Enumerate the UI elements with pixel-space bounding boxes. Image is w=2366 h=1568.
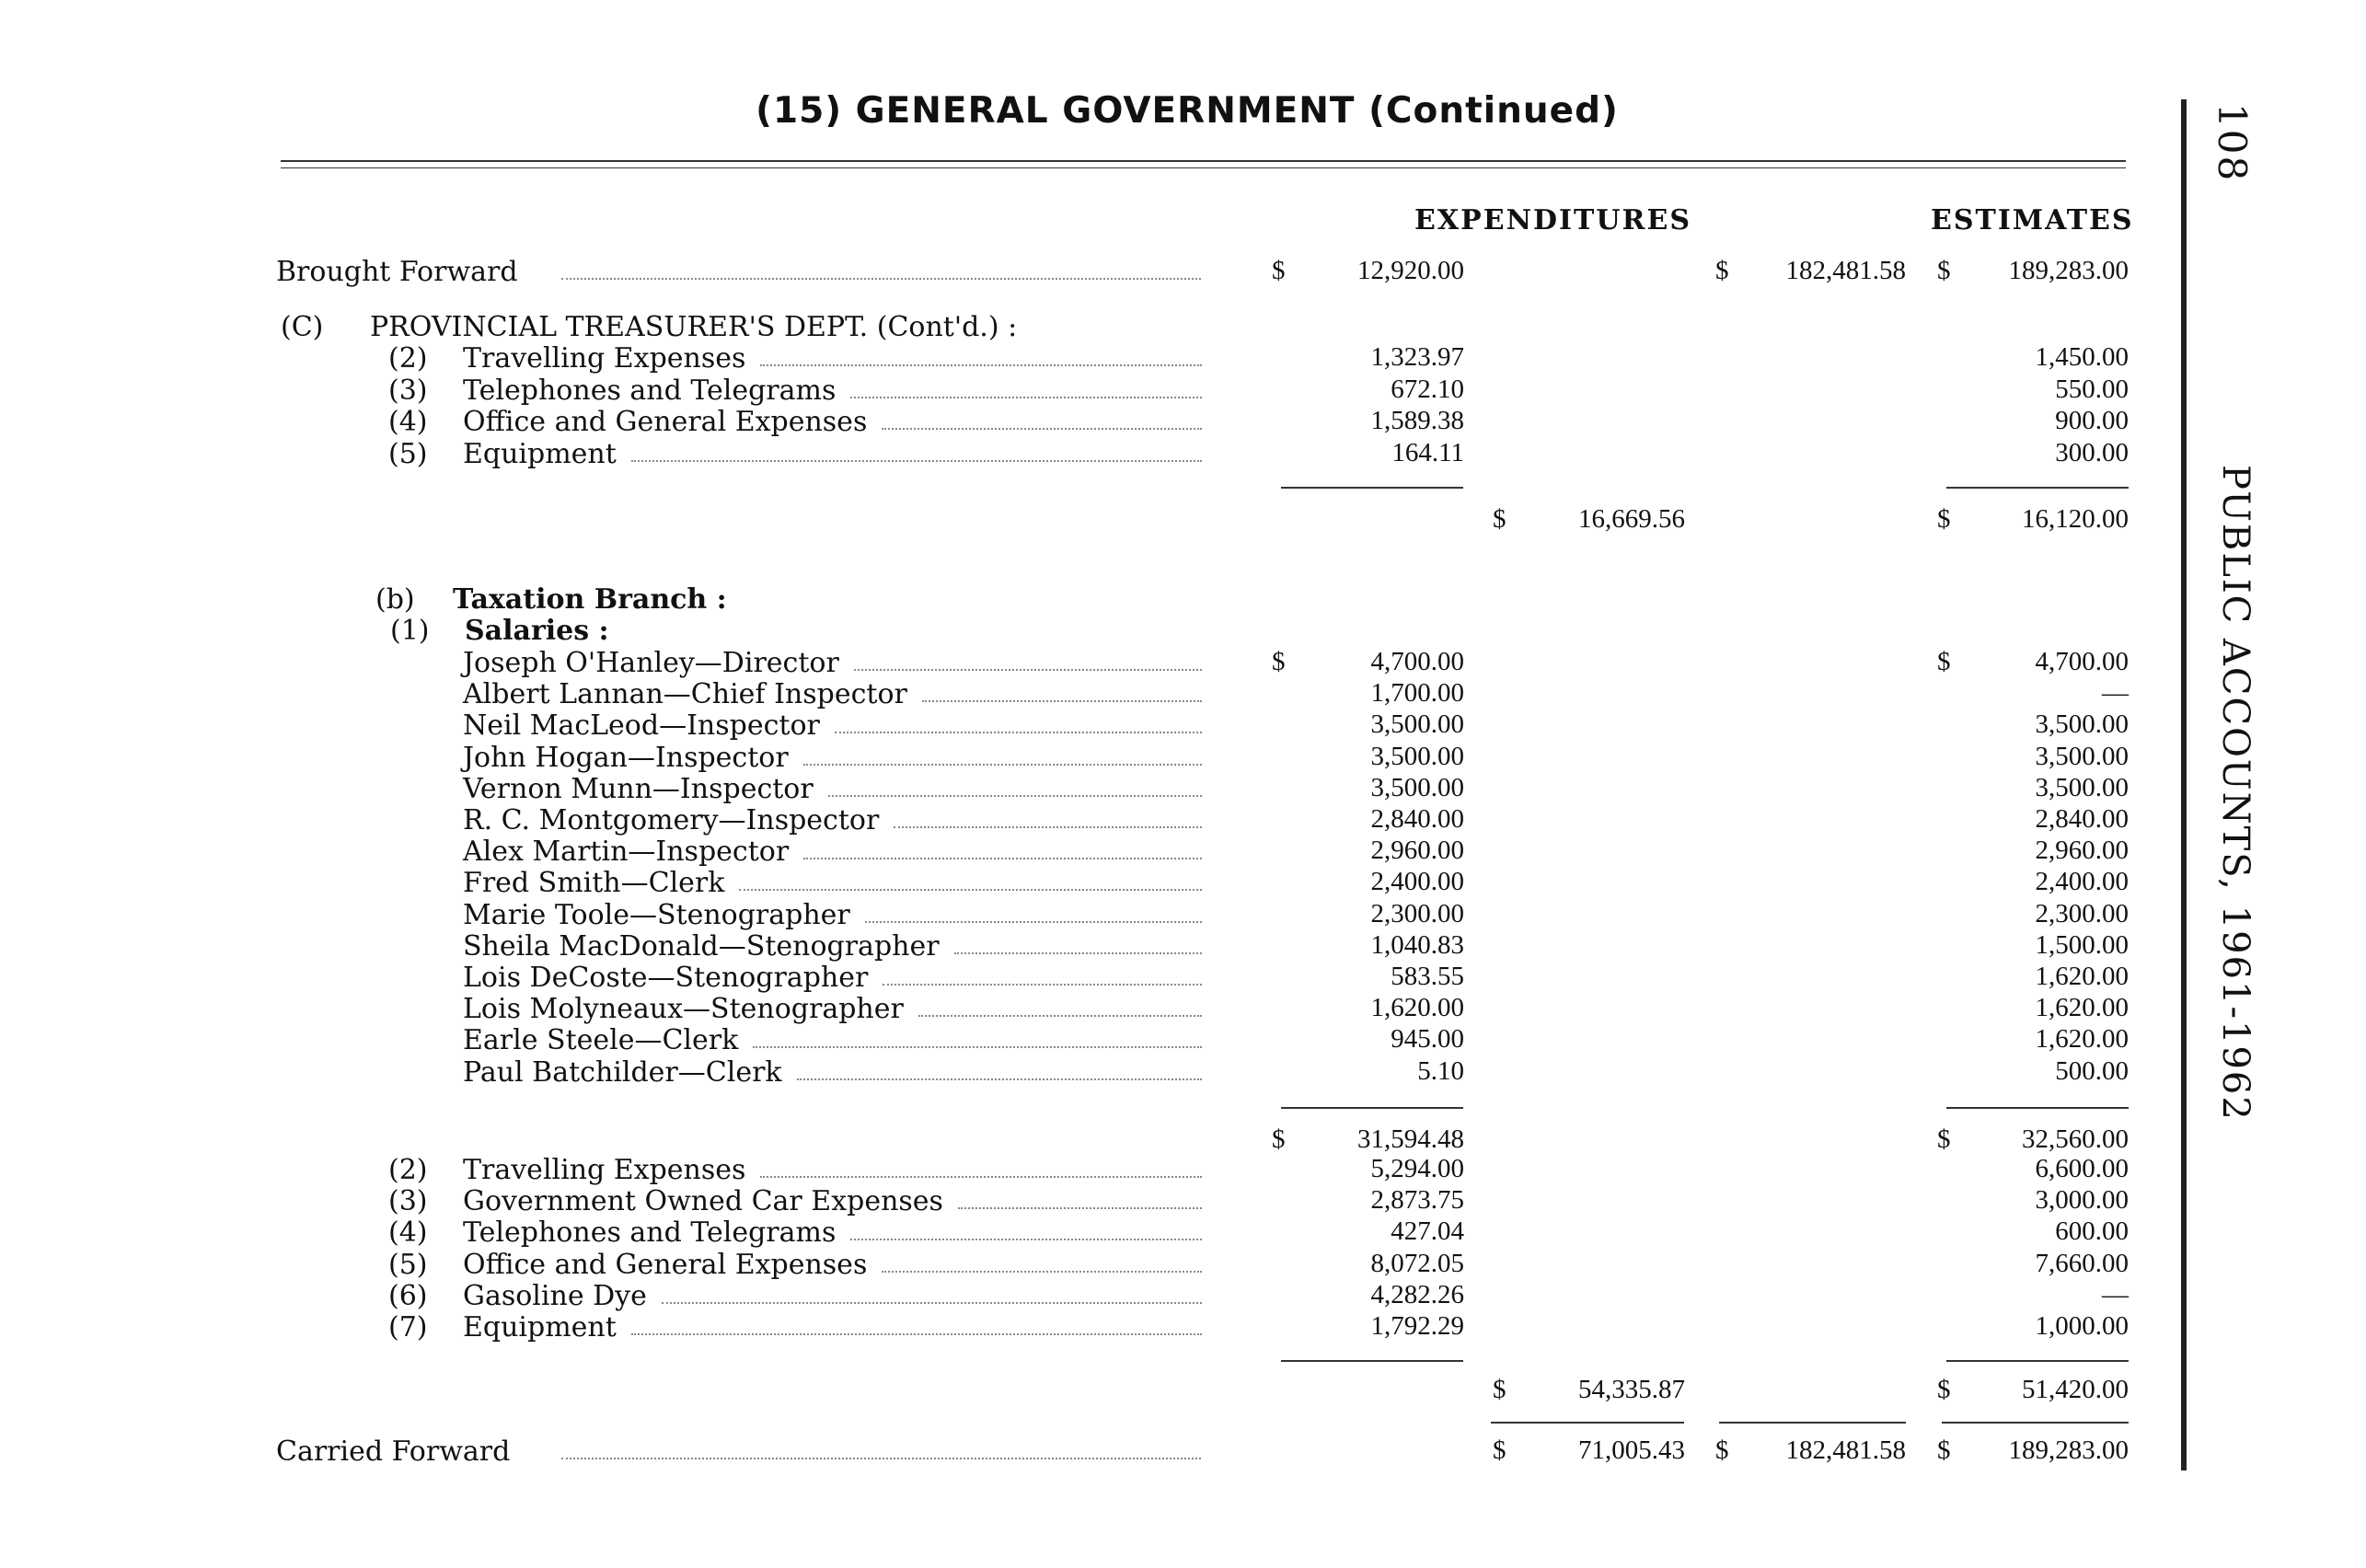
carried-forward-row (0, 1435, 2366, 1467)
total-rule (1719, 1422, 1906, 1424)
dollar-sign: $ (1937, 1375, 1951, 1404)
subtotal-rule (1946, 1360, 2129, 1362)
salary-row (0, 867, 2366, 898)
page-number: 108 (2210, 103, 2255, 183)
expenditure-value: 945.00 (1391, 1024, 1464, 1055)
estimates-header: ESTIMATES (1931, 204, 2134, 236)
expenditure-value: 2,960.00 (1370, 836, 1464, 866)
item-number: (3) (388, 1185, 428, 1218)
salary-row (0, 836, 2366, 867)
item-label: Neil MacLeod—Inspector (463, 709, 820, 743)
section-c-item (0, 438, 2366, 469)
item-number: (2) (388, 342, 428, 375)
expenditure-value: 3,500.00 (1370, 741, 1464, 771)
salary-row (0, 993, 2366, 1024)
brought-forward-label: Brought Forward (276, 256, 518, 288)
leader-dots (797, 1078, 1202, 1080)
salary-row (0, 742, 2366, 773)
section-c-title: PROVINCIAL TREASURER'S DEPT. (Cont'd.) : (370, 311, 1018, 343)
expenditure-value: 672.10 (1391, 374, 1464, 404)
expenditure-value: 5,294.00 (1370, 1154, 1464, 1183)
dollar-sign: $ (1937, 647, 1951, 676)
section-b-subtotal-exp: 54,335.87 (1578, 1375, 1685, 1404)
dollar-sign: $ (1715, 1435, 1729, 1465)
section-b-subtotal-est: 51,420.00 (2022, 1375, 2129, 1404)
estimate-value: 2,400.00 (2035, 867, 2129, 897)
leader-dots (854, 669, 1202, 671)
estimate-value: 2,960.00 (2035, 836, 2129, 866)
dollar-sign: $ (1272, 1124, 1286, 1154)
brought-forward-exp: 12,920.00 (1357, 256, 1464, 285)
salaries-total-exp: 31,594.48 (1357, 1124, 1464, 1154)
expenditure-value: 5.10 (1417, 1055, 1464, 1086)
salaries-num: (1) (390, 615, 430, 647)
estimate-value: 550.00 (2055, 374, 2129, 404)
leader-dots (561, 278, 1201, 280)
leader-dots (753, 1046, 1202, 1048)
item-label: Gasoline Dye (463, 1279, 647, 1312)
item-label: Fred Smith—Clerk (463, 867, 725, 900)
leader-dots (760, 364, 1202, 366)
estimate-value: 7,660.00 (2035, 1248, 2129, 1278)
estimate-value: 500.00 (2055, 1055, 2129, 1086)
estimate-value: 2,300.00 (2035, 898, 2129, 928)
leader-dots (631, 1333, 1202, 1335)
salary-row (0, 678, 2366, 709)
estimate-value: 1,500.00 (2035, 929, 2129, 960)
leader-dots (894, 826, 1202, 828)
estimate-value: 900.00 (2055, 406, 2129, 435)
item-label: Government Owned Car Expenses (463, 1185, 943, 1218)
expenditure-value: 2,873.75 (1370, 1185, 1464, 1216)
estimate-value: 3,500.00 (2035, 709, 2129, 740)
leader-dots (882, 428, 1202, 430)
dollar-sign: $ (1493, 1435, 1506, 1465)
item-label: Lois DeCoste—Stenographer (463, 962, 869, 994)
section-b-item (0, 1216, 2366, 1248)
dollar-sign: $ (1937, 504, 1951, 534)
leader-dots (918, 1015, 1202, 1017)
brought-forward-col3: 182,481.58 (1785, 256, 1906, 285)
estimate-value: 300.00 (2055, 437, 2129, 467)
item-label: Earle Steele—Clerk (463, 1024, 739, 1057)
estimate-value: 4,700.00 (2035, 647, 2129, 676)
item-label: Marie Toole—Stenographer (463, 898, 850, 931)
leader-dots (561, 1458, 1201, 1459)
expenditure-value: 1,589.38 (1370, 406, 1464, 435)
item-label: Vernon Munn—Inspector (463, 772, 814, 805)
item-label: R. C. Montgomery—Inspector (463, 804, 880, 836)
brought-forward-row (0, 256, 2366, 287)
carried-forward-exp: 71,005.43 (1578, 1435, 1685, 1465)
item-number: (6) (388, 1279, 428, 1312)
section-c-marker: (C) (281, 311, 324, 343)
carried-forward-est: 189,283.00 (2008, 1435, 2129, 1465)
item-label: Telephones and Telegrams (463, 374, 837, 407)
leader-dots (850, 1239, 1202, 1240)
item-label: Telephones and Telegrams (463, 1216, 837, 1250)
salaries-title: Salaries : (465, 615, 609, 647)
section-b-item (0, 1311, 2366, 1343)
item-label: Albert Lannan—Chief Inspector (463, 678, 907, 711)
leader-dots (631, 460, 1202, 462)
dollar-sign: $ (1272, 647, 1286, 676)
estimate-value: 1,620.00 (2035, 1024, 2129, 1055)
salaries-rule (1946, 1107, 2129, 1109)
item-number: (5) (388, 1248, 428, 1281)
section-b-item (0, 1249, 2366, 1280)
dollar-sign: $ (1937, 256, 1951, 285)
salary-row (0, 962, 2366, 993)
item-number: (4) (388, 1216, 428, 1250)
section-c-subtotal-est: 16,120.00 (2022, 504, 2129, 534)
page-heading: (15) GENERAL GOVERNMENT (Continued) (756, 90, 1619, 132)
estimate-value: 3,500.00 (2035, 741, 2129, 771)
section-b-title-row (0, 583, 2366, 615)
section-b-subtotal-row (0, 1375, 2366, 1406)
total-rule (1491, 1422, 1684, 1424)
estimate-value: 1,450.00 (2035, 342, 2129, 372)
expenditures-header: EXPENDITURES (1414, 204, 1691, 236)
salary-row (0, 804, 2366, 836)
leader-dots (662, 1302, 1202, 1304)
item-label: Equipment (463, 437, 617, 470)
item-label: Equipment (463, 1311, 617, 1343)
salaries-total-row (0, 1124, 2366, 1156)
item-label: Office and General Expenses (463, 1248, 868, 1281)
item-number: (3) (388, 374, 428, 407)
estimate-value: 2,840.00 (2035, 804, 2129, 834)
salaries-rule (1281, 1107, 1463, 1109)
brought-forward-est: 189,283.00 (2008, 256, 2129, 285)
salary-row (0, 773, 2366, 804)
item-label: Office and General Expenses (463, 406, 868, 438)
item-label: John Hogan—Inspector (463, 741, 789, 774)
estimate-value: 600.00 (2055, 1216, 2129, 1247)
estimate-value: 3,500.00 (2035, 772, 2129, 802)
leader-dots (865, 921, 1202, 923)
item-number: (2) (388, 1154, 428, 1186)
expenditure-value: 4,282.26 (1370, 1279, 1464, 1309)
item-label: Travelling Expenses (463, 1154, 746, 1186)
estimate-value: 3,000.00 (2035, 1185, 2129, 1216)
dollar-sign: $ (1937, 1435, 1951, 1465)
expenditure-value: 1,323.97 (1370, 342, 1464, 372)
subtotal-rule (1281, 1360, 1463, 1362)
expenditure-value: 1,040.83 (1370, 929, 1464, 960)
salaries-title-row (0, 615, 2366, 646)
section-c-subtotal-exp: 16,669.56 (1578, 504, 1685, 534)
leader-dots (850, 397, 1202, 398)
heading-rule-lower (281, 167, 2126, 168)
expenditure-value: 164.11 (1391, 437, 1464, 467)
section-c-title-row (0, 311, 2366, 342)
leader-dots (760, 1176, 1202, 1178)
section-c-item (0, 342, 2366, 374)
expenditure-value: 2,840.00 (1370, 804, 1464, 834)
item-label: Sheila MacDonald—Stenographer (463, 929, 940, 963)
expenditure-value: 3,500.00 (1370, 772, 1464, 802)
item-label: Joseph O'Hanley—Director (463, 647, 839, 679)
dollar-sign: $ (1493, 504, 1506, 534)
estimate-value: 1,620.00 (2035, 993, 2129, 1023)
expenditure-value: 1,792.29 (1370, 1311, 1464, 1341)
section-c-item (0, 406, 2366, 437)
margin-rule (2181, 99, 2187, 1470)
estimate-value: 1,620.00 (2035, 962, 2129, 991)
leader-dots (954, 952, 1202, 954)
salary-row (0, 1056, 2366, 1088)
dollar-sign: $ (1715, 256, 1729, 285)
estimate-value: — (2102, 678, 2129, 709)
expenditure-value: 2,300.00 (1370, 898, 1464, 928)
section-c-item (0, 375, 2366, 406)
item-label: Lois Molyneaux—Stenographer (463, 993, 904, 1026)
subtotal-rule (1281, 487, 1463, 489)
section-b-item (0, 1185, 2366, 1216)
salary-row (0, 647, 2366, 678)
section-b-item (0, 1280, 2366, 1311)
salary-row (0, 899, 2366, 930)
dollar-sign: $ (1272, 256, 1286, 285)
salary-row (0, 709, 2366, 741)
leader-dots (828, 795, 1202, 797)
heading-rule (281, 160, 2126, 162)
item-number: (7) (388, 1311, 428, 1343)
expenditure-value: 1,700.00 (1370, 678, 1464, 709)
running-title: PUBLIC ACCOUNTS, 1961-1962 (2214, 465, 2256, 1122)
expenditure-value: 2,400.00 (1370, 867, 1464, 897)
carried-forward-col3: 182,481.58 (1785, 1435, 1906, 1465)
item-label: Alex Martin—Inspector (463, 836, 790, 869)
estimate-value: 1,000.00 (2035, 1311, 2129, 1341)
item-number: (4) (388, 406, 428, 438)
leader-dots (883, 984, 1202, 986)
leader-dots (803, 764, 1202, 766)
leader-dots (835, 732, 1202, 733)
section-b-marker: (b) (375, 583, 415, 616)
expenditure-value: 1,620.00 (1370, 993, 1464, 1023)
estimate-value: — (2102, 1279, 2129, 1309)
expenditure-value: 583.55 (1391, 962, 1464, 991)
dollar-sign: $ (1937, 1124, 1951, 1154)
section-b-item (0, 1154, 2366, 1185)
expenditure-value: 3,500.00 (1370, 709, 1464, 740)
leader-dots (958, 1207, 1202, 1209)
expenditure-value: 8,072.05 (1370, 1248, 1464, 1278)
dollar-sign: $ (1493, 1375, 1506, 1404)
estimate-value: 6,600.00 (2035, 1154, 2129, 1183)
item-label: Travelling Expenses (463, 342, 746, 375)
carried-forward-label: Carried Forward (276, 1435, 511, 1468)
leader-dots (922, 700, 1202, 702)
subtotal-rule (1946, 487, 2129, 489)
salaries-total-est: 32,560.00 (2022, 1124, 2129, 1154)
section-c-subtotal-row (0, 504, 2366, 536)
section-b-title: Taxation Branch : (453, 583, 727, 616)
expenditure-value: 427.04 (1391, 1216, 1464, 1247)
leader-dots (803, 858, 1202, 859)
salary-row (0, 1024, 2366, 1055)
expenditure-value: 4,700.00 (1370, 647, 1464, 676)
leader-dots (739, 889, 1202, 891)
item-number: (5) (388, 437, 428, 470)
salary-row (0, 930, 2366, 962)
item-label: Paul Batchilder—Clerk (463, 1055, 782, 1089)
leader-dots (882, 1271, 1202, 1273)
total-rule (1942, 1422, 2129, 1424)
